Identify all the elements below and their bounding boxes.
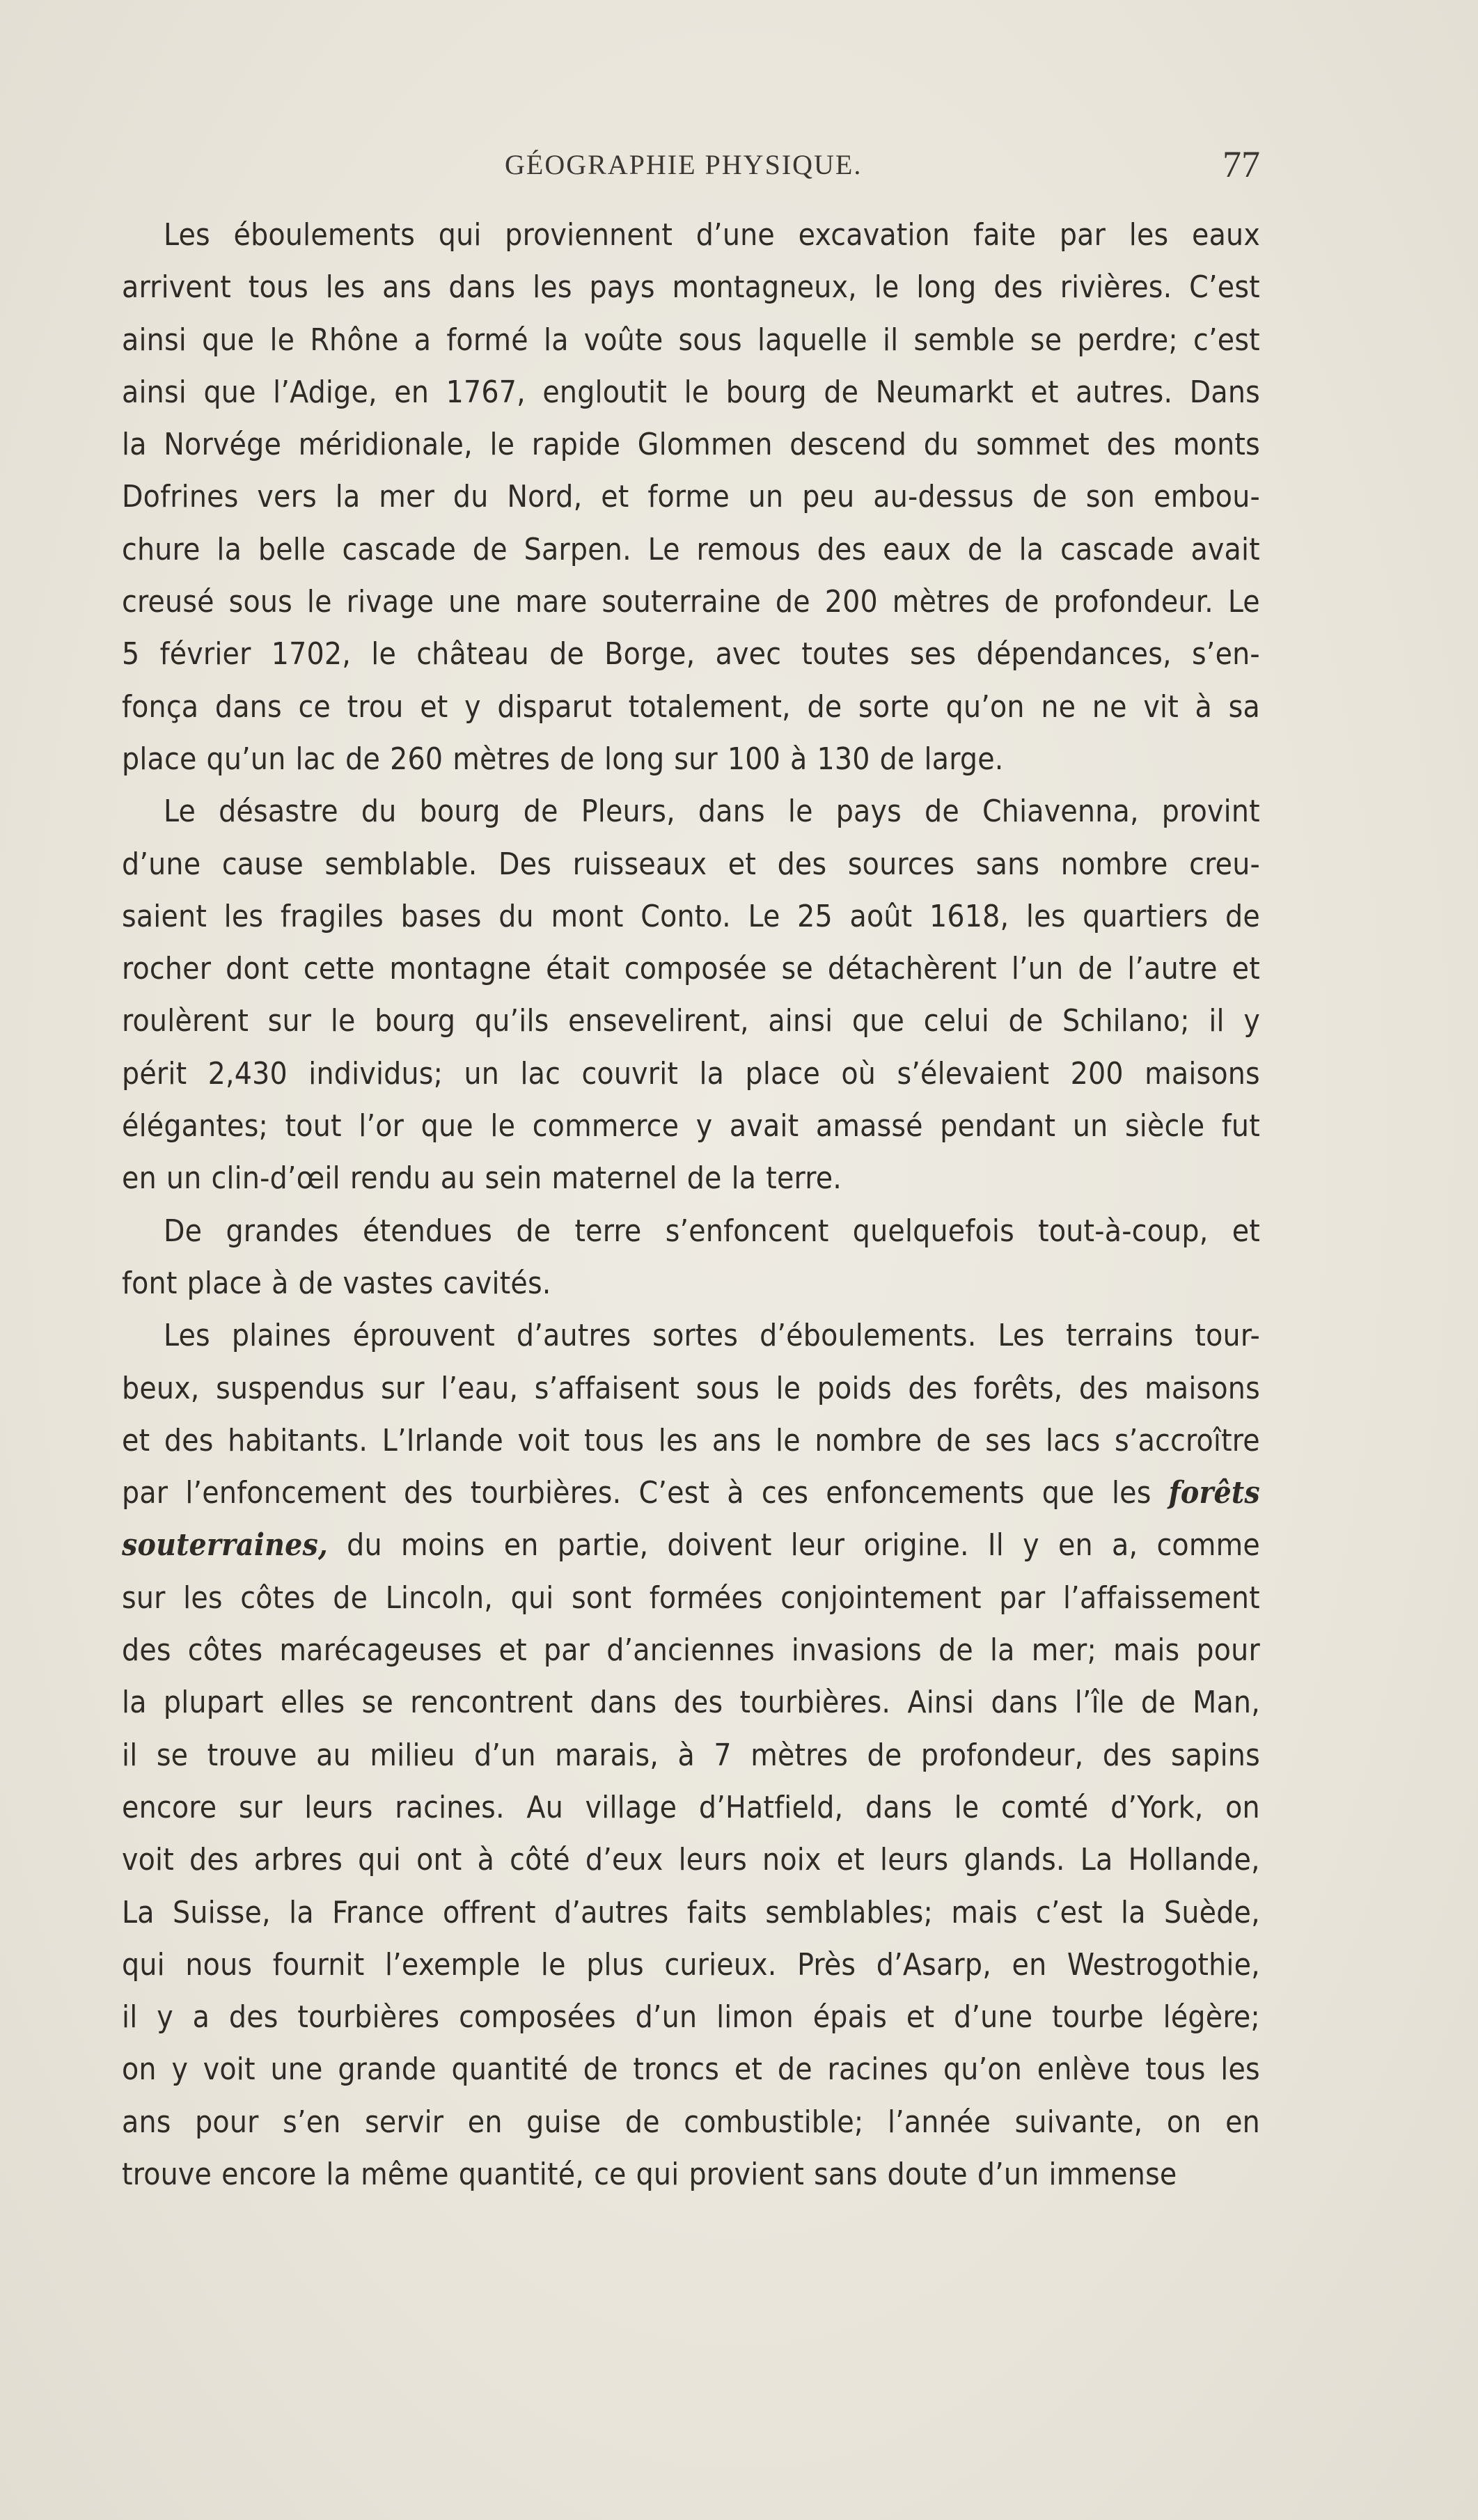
running-head <box>122 143 1260 184</box>
text-line: La Suisse, la France offrent d’autres faits semblables; mais c’est la Suède, <box>122 1894 1260 1930</box>
text-line: rocher dont cette montagne était composée se détachèrent l’un de l’autre et <box>122 951 1260 987</box>
paragraph <box>122 785 1260 1204</box>
text-line: il se trouve au milieu d’un marais, à 7 mètres de profondeur, des sapins <box>122 1737 1260 1773</box>
text-line: creusé sous le rivage une mare souterraine de 200 mètres de profondeur. Le <box>122 584 1260 620</box>
text-line: place qu’un lac de 260 mètres de long sur 100 à 130 de large. <box>122 741 1004 777</box>
text-line: Les plaines éprouvent d’autres sortes d’éboulements. Les terrains tour- <box>164 1318 1260 1354</box>
text-line: en un clin-d’œil rendu au sein maternel de la terre. <box>122 1160 842 1197</box>
text-line: ainsi que l’Adige, en 1767, engloutit le bourg de Neumarkt et autres. Dans <box>122 374 1260 410</box>
text-line: périt 2,430 individus; un lac couvrit la place où s’élevaient 200 maisons <box>122 1055 1260 1092</box>
text-line: voit des arbres qui ont à côté d’eux leurs noix et leurs glands. La Hollande, <box>122 1842 1260 1878</box>
text-line: et des habitants. L’Irlande voit tous les ans le nombre de ses lacs s’accroître <box>122 1422 1260 1458</box>
text-line: il y a des tourbières composées d’un limon épais et d’une tourbe légère; <box>122 1999 1260 2035</box>
text-line: qui nous fournit l’exemple le plus curieux. Près d’Asarp, en Westrogothie, <box>122 1946 1260 1983</box>
text-line: ans pour s’en servir en guise de combustible; l’année suivante, on en <box>122 2104 1260 2140</box>
text-line: la plupart elles se rencontrent dans des tourbières. Ainsi dans l’île de Man, <box>122 1685 1260 1721</box>
text-line: beux, suspendus sur l’eau, s’affaisent sous le poids des forêts, des maisons <box>122 1370 1260 1406</box>
paragraph <box>122 209 1260 785</box>
text-line: la Norvége méridionale, le rapide Glommen descend du sommet des monts <box>122 427 1260 463</box>
text-line: Le désastre du bourg de Pleurs, dans le pays de Chiavenna, provint <box>164 794 1260 830</box>
text-line: trouve encore la même quantité, ce qui provient sans doute d’un immense <box>122 2156 1177 2192</box>
text-line: chure la belle cascade de Sarpen. Le remous des eaux de la cascade avait <box>122 531 1260 567</box>
text-line: encore sur leurs racines. Au village d’Hatfield, dans le comté d’York, on <box>122 1789 1260 1825</box>
text-line: roulèrent sur le bourg qu’ils ensevelirent, ainsi que celui de Schilano; il y <box>122 1003 1260 1039</box>
paragraph <box>122 1205 1260 1310</box>
text-line: Les éboulements qui proviennent d’une excavation faite par les eaux <box>164 217 1260 253</box>
text-line: font place à de vastes cavités. <box>122 1265 551 1301</box>
text-line: Dofrines vers la mer du Nord, et forme un peu au-dessus de son embou- <box>122 479 1260 515</box>
running-title: GÉOGRAPHIE PHYSIQUE. <box>505 149 863 180</box>
text-line: élégantes; tout l’or que le commerce y avait amassé pendant un siècle fut <box>122 1108 1260 1144</box>
paragraph <box>122 1309 1260 2200</box>
page-number: 77 <box>1223 143 1260 185</box>
text-line: ainsi que le Rhône a formé la voûte sous laquelle il semble se perdre; c’est <box>122 322 1260 358</box>
text-line: sur les côtes de Lincoln, qui sont formées conjointement par l’affaissement <box>122 1580 1260 1616</box>
text-line: souterraines, du moins en partie, doivent leur origine. Il y en a, comme <box>122 1527 1260 1564</box>
text-line: De grandes étendues de terre s’enfoncent quelquefois tout-à-coup, et <box>164 1213 1260 1249</box>
text-line: d’une cause semblable. Des ruisseaux et des sources sans nombre creu- <box>122 846 1260 882</box>
text-body <box>122 209 1260 2200</box>
text-line: arrivent tous les ans dans les pays montagneux, le long des rivières. C’est <box>122 269 1260 306</box>
text-line: fonça dans ce trou et y disparut totalement, de sorte qu’on ne ne vit à sa <box>122 688 1260 725</box>
text-line: saient les fragiles bases du mont Conto. Le 25 août 1618, les quartiers de <box>122 898 1260 934</box>
text-line: des côtes marécageuses et par d’anciennes invasions de la mer; mais pour <box>122 1632 1260 1669</box>
text-line: on y voit une grande quantité de troncs et de racines qu’on enlève tous les <box>122 2052 1260 2088</box>
text-line: 5 février 1702, le château de Borge, avec toutes ses dépendances, s’en- <box>122 636 1260 672</box>
text-line: par l’enfoncement des tourbières. C’est à ces enfoncements que les forêts <box>122 1475 1260 1511</box>
